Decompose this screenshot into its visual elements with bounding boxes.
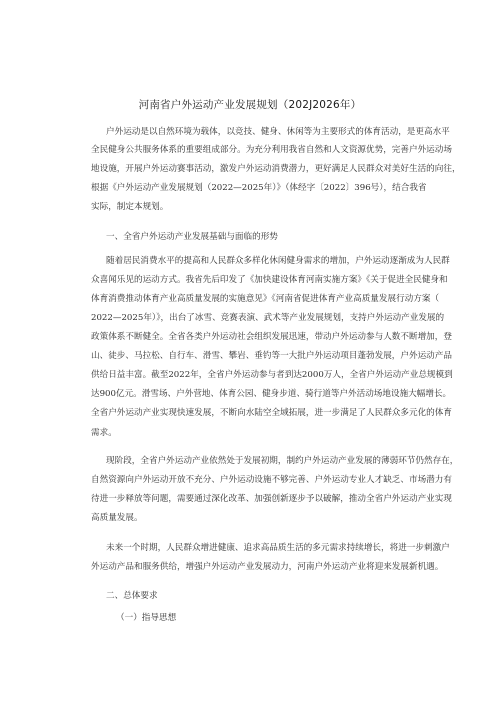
body-line: 高质量发展。 — [91, 513, 143, 523]
body-line: 达900亿元。滑雪场、户外营地、体育公园、健身步道、骑行道等户外活动场地设施大幅增长。 — [91, 389, 452, 399]
section-heading-1: 一、全省户外运动产业发展基础与面临的形势 — [106, 232, 278, 242]
body-line: 全省户外运动产业实现快速发展，不断向水陆空全域拓展，进一步满足了人民群众多元化的体育 — [91, 408, 452, 418]
body-line: 外运动产品和服务供给，增强户外运动产业发展动力，河南户外运动产业将迎来发展新机遇。 — [91, 562, 444, 572]
body-line: 体育消费推动体育产业高质量发展的实施意见》《河南省促进体育产业高质量发展行动方案（ — [91, 294, 440, 304]
intro-line: 户外运动是以自然环境为载体，以竞技、健身、休闲等为主要形式的体育活动，是更高水平 — [106, 127, 450, 137]
body-line: 众喜闻乐见的运动方式。我省先后印发了《加快建设体育河南实施方案》《关于促进全民健身和 — [91, 275, 448, 285]
body-line: 现阶段，全省户外运动产业依然处于发展初期，制约户外运动产业发展的薄弱环节仍然存在， — [106, 456, 459, 466]
body-line: 政策体系不断健全。全省各类户外运动社会组织发展迅速，带动户外运动参与人数不断增加，登 — [91, 332, 452, 342]
body-line: 需求。 — [91, 428, 117, 438]
subsection-heading: （一）指导思想 — [116, 613, 177, 623]
body-line: 待进一步释放等问题，需要通过深化改革、加强创新逐步予以破解，推动全省户外运动产业实现 — [91, 494, 452, 504]
body-line: 山、徒步、马拉松、自行车、滑雪、攀岩、垂钓等一大批户外运动项目蓬勃发展，户外运动产品 — [91, 351, 452, 361]
intro-line: 全民健身公共服务体系的重要组成部分。为充分利用我省自然和人文资源优势，完善户外运动场 — [91, 145, 452, 155]
body-line: 自然资源向户外运动开放不充分、户外运动设施不够完善、户外运动专业人才缺乏、市场潜力有 — [91, 475, 452, 485]
intro-line: 根据《户外运动产业发展规划（2022—2025年）》（体经字〔2022〕396号），结合我省 — [91, 183, 427, 193]
body-line: 2022—2025年）》，出台了冰雪、竞赛表演、武术等产业发展规划，支持户外运动产业发展的 — [91, 313, 445, 323]
section-heading-2: 二、总体要求 — [106, 591, 158, 601]
intro-line: 地设施，开展户外运动赛事活动，激发户外运动消费潜力，更好满足人民群众对美好生活的向往， — [91, 164, 461, 174]
body-line: 随着居民消费水平的提高和人民群众多样化休闲健身需求的增加，户外运动逐渐成为人民群 — [106, 256, 450, 266]
body-line: 未来一个时期，人民群众增进健康、追求高品质生活的多元需求持续增长，将进一步刺激户 — [106, 543, 450, 553]
intro-line: 实际，制定本规划。 — [91, 202, 169, 212]
body-line: 供给日益丰富。截至2022年，全省户外运动参与者到达2000万人，全省户外运动产业总规模到 — [91, 370, 453, 380]
document-title: 河南省户外运动产业发展规划（202J2026年） — [138, 99, 362, 111]
